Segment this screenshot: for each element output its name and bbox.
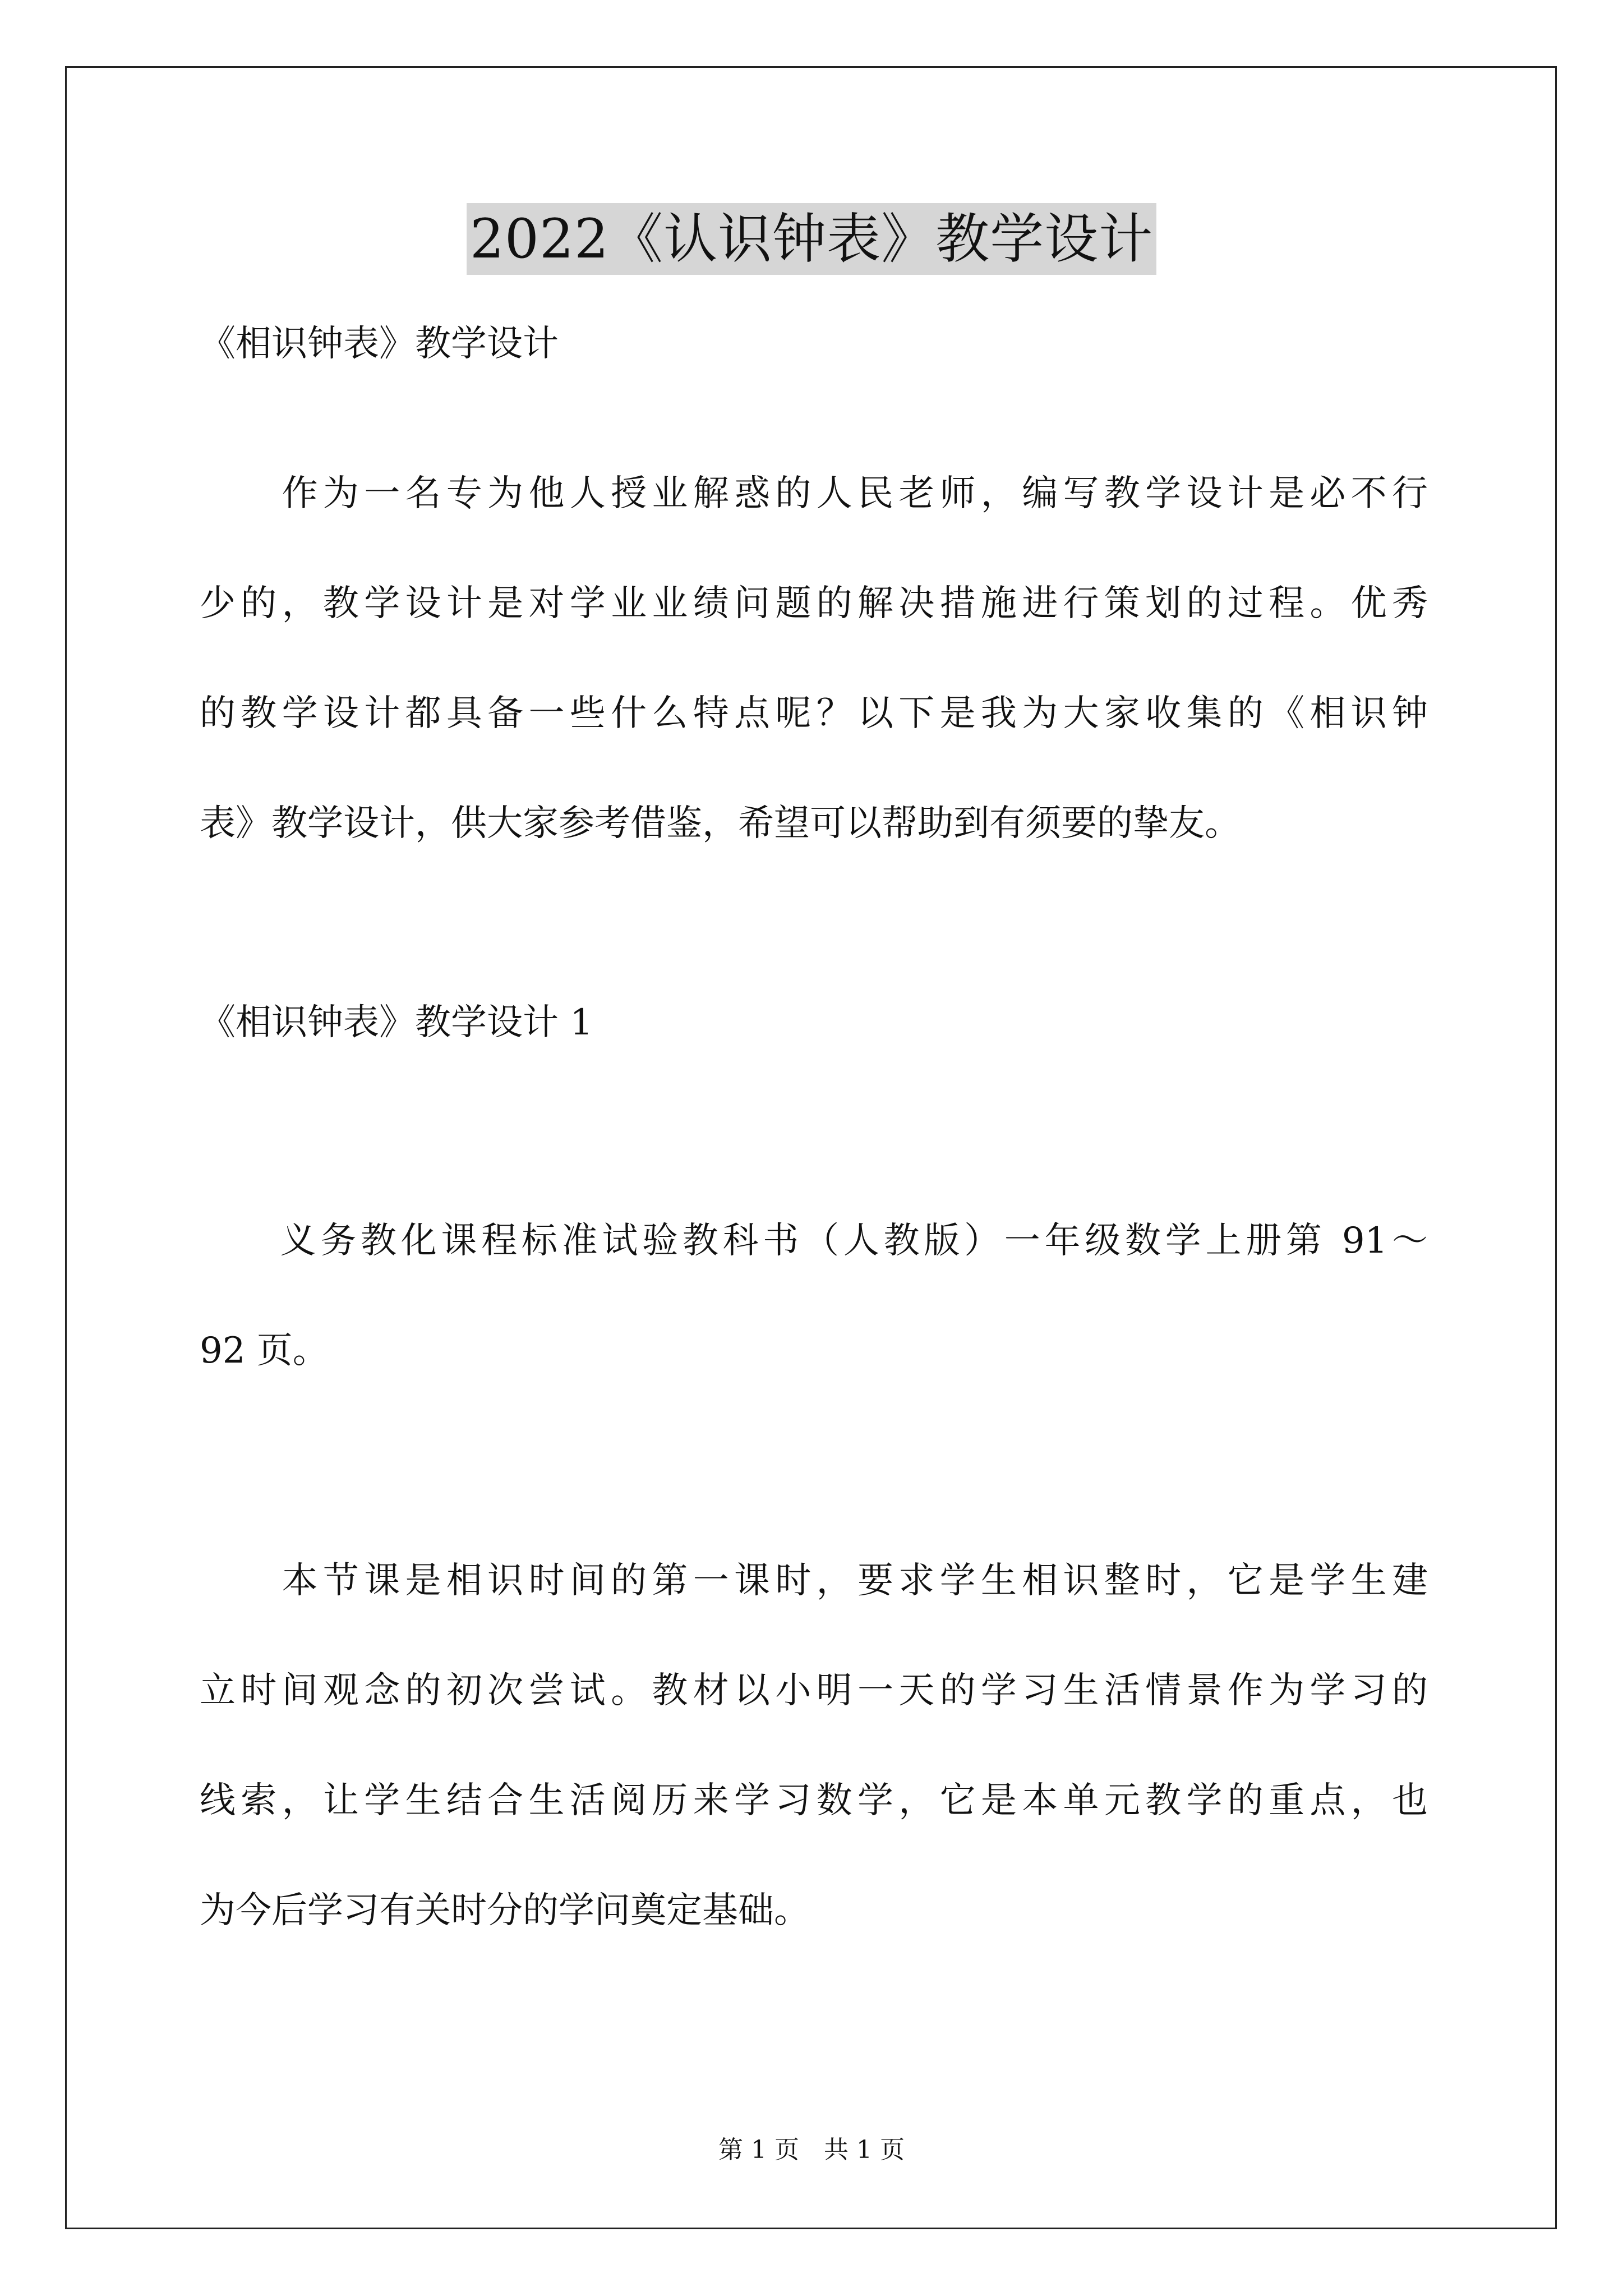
analysis-line: 为今后学习有关时分的学问奠定基础。 (200, 1890, 810, 1931)
intro-line: 的教学设计都具备一些什么特点呢？以下是我为大家收集的《相识钟 (200, 693, 1428, 734)
analysis-line: 本节课是相识时间的第一课时，要求学生相识整时，它是学生建 (200, 1560, 1428, 1602)
textbook-paragraph (200, 1186, 1428, 1406)
intro-line: 少的，教学设计是对学业业绩问题的解决措施进行策划的过程。优秀 (200, 583, 1428, 624)
textbook-line: 义务教化课程标准试验教科书（人教版）一年级数学上册第 91～ (200, 1220, 1428, 1262)
intro-line: 表》教学设计，供大家参考借鉴，希望可以帮助到有须要的挚友。 (200, 803, 1241, 844)
section-heading: 《相识钟表》教学设计 1 (200, 1002, 593, 1043)
page-footer: 第 1 页 共 1 页 (718, 2136, 905, 2164)
textbook-line: 92 页。 (200, 1330, 329, 1372)
subtitle: 《相识钟表》教学设计 (200, 323, 559, 365)
intro-line: 作为一名专为他人授业解惑的人民老师，编写教学设计是必不行 (200, 473, 1428, 514)
intro-paragraph (200, 439, 1428, 878)
document-title: 2022《认识钟表》教学设计 (467, 203, 1156, 275)
analysis-line: 立时间观念的初次尝试。教材以小明一天的学习生活情景作为学习的 (200, 1670, 1428, 1711)
analysis-line: 线索，让学生结合生活阅历来学习数学，它是本单元教学的重点，也 (200, 1780, 1428, 1821)
title-container (0, 203, 1623, 275)
analysis-paragraph (200, 1526, 1428, 1966)
